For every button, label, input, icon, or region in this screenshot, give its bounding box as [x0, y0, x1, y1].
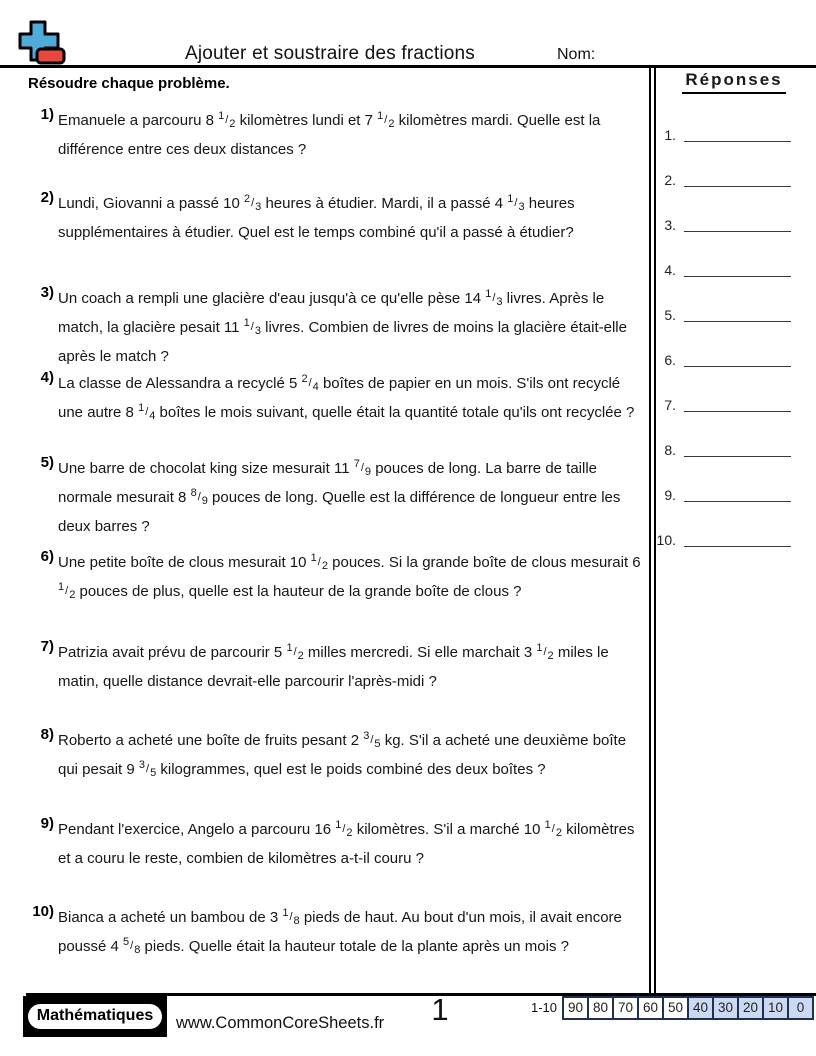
- fraction: $^2$/3: [243, 193, 262, 213]
- fraction: $^7$/9: [353, 458, 372, 478]
- problem-item: [30, 107, 648, 163]
- brand-label: Mathématiques: [26, 1002, 164, 1031]
- score-cell: 70: [612, 998, 637, 1018]
- answer-blank[interactable]: [684, 172, 791, 187]
- instruction-text: Résoudre chaque problème.: [28, 75, 230, 92]
- fraction: $^3$/5: [363, 730, 381, 750]
- answers-divider: [649, 68, 656, 994]
- problem-number: 6): [40, 548, 54, 565]
- answer-number: 2.: [664, 172, 676, 188]
- problem-text: Patrizia avait prévu de parcourir 5 $^1$/2 milles mercredi. Si elle marchait 3 $^1$/2 miles le matin, quelle distance devrait-elle parcourir l'après-midi ?: [58, 642, 609, 690]
- problem-item: [30, 190, 648, 246]
- fraction: $^1$/2: [286, 642, 304, 662]
- answer-blank[interactable]: [684, 217, 791, 232]
- answer-blank[interactable]: [684, 307, 791, 322]
- problem-number: 5): [40, 454, 54, 471]
- answer-number: 3.: [664, 217, 676, 233]
- answer-number: 10.: [656, 532, 676, 548]
- score-cell: 20: [737, 998, 762, 1018]
- fraction: $^1$/2: [218, 110, 236, 130]
- problem-text: Une petite boîte de clous mesurait 10 $^1$/2 pouces. Si la grande boîte de clous mesurait 6 $^1$/2 pouces de plus, quelle est la hauteur de la grande boîte de clous ?: [58, 552, 641, 601]
- score-cell: 30: [712, 998, 737, 1018]
- fraction: $^1$/4: [138, 402, 156, 422]
- problem-number: 4): [40, 369, 54, 386]
- fraction: $^1$/3: [485, 288, 503, 308]
- answers-title: Réponses: [656, 70, 812, 94]
- answer-blank[interactable]: [684, 532, 791, 547]
- fraction: $^5$/8: [123, 936, 141, 956]
- score-cell: 40: [687, 998, 712, 1018]
- answer-number: 4.: [664, 262, 676, 278]
- problem-text: Roberto a acheté une boîte de fruits pesant 2 $^3$/5 kg. S'il a acheté une deuxième boîte qui pesait 9 $^3$/5 kilogrammes, quel est le poids combiné des deux boîtes ?: [58, 730, 627, 779]
- score-table: [562, 996, 814, 1020]
- problem-text: Une barre de chocolat king size mesurait 11 $^7$/9 pouces de long. La barre de taille normale mesurait 8 $^8$/9 pouces de long. Quelle est la différence de longueur entre les deux barres ?: [58, 458, 621, 535]
- name-label: Nom:: [557, 46, 596, 63]
- fraction: $^1$/2: [58, 581, 76, 601]
- problem-number: 1): [40, 106, 54, 123]
- problem-item: [30, 904, 648, 962]
- fraction: $^2$/4: [301, 373, 319, 393]
- problem-text: La classe de Alessandra a recyclé 5 $^2$/4 boîtes de papier en un mois. S'ils ont recyclé une autre 8 $^1$/4 boîtes le mois suivant, quelle était la quantité totale qu'ils ont recyclée ?: [58, 373, 635, 422]
- answer-blank[interactable]: [684, 262, 791, 277]
- problem-number: 8): [40, 726, 54, 743]
- problem-item: [30, 285, 648, 370]
- problem-item: [30, 816, 648, 872]
- problem-text: Bianca a acheté un bambou de 3 $^1$/8 pieds de haut. Au bout d'un mois, il avait encore poussé 4 $^5$/8 pieds. Quelle était la hauteur totale de la plante après un mois ?: [58, 907, 622, 956]
- fraction: $^1$/2: [310, 552, 328, 572]
- problem-number: 2): [40, 189, 54, 206]
- score-cell: 0: [787, 998, 812, 1018]
- answer-blank[interactable]: [684, 397, 791, 412]
- fraction: $^1$/3: [243, 317, 261, 337]
- fraction: $^1$/2: [377, 110, 395, 130]
- score-cell: 10: [762, 998, 787, 1018]
- page-number: 1: [431, 992, 449, 1027]
- answer-number: 9.: [664, 487, 676, 503]
- header-divider: [0, 65, 816, 68]
- answer-number: 7.: [664, 397, 676, 413]
- score-range-label: 1-10: [531, 1000, 558, 1015]
- problem-text: Pendant l'exercice, Angelo a parcouru 16 $^1$/2 kilomètres. S'il a marché 10 $^1$/2 kilomètres et a couru le reste, combien de kilomètres a-t-il couru ?: [58, 819, 635, 867]
- problem-item: [30, 455, 648, 540]
- answer-number: 5.: [664, 307, 676, 323]
- website-url: www.CommonCoreSheets.fr: [176, 1014, 385, 1032]
- problem-text: Un coach a rempli une glacière d'eau jusqu'à ce qu'elle pèse 14 $^1$/3 livres. Après le match, la glacière pesait 11 $^1$/3 livres. Combien de livres de moins la glacière était-elle après le match ?: [58, 288, 627, 365]
- fraction: $^3$/5: [138, 759, 157, 779]
- answer-blank[interactable]: [684, 442, 791, 457]
- fraction: $^1$/8: [282, 907, 300, 927]
- problem-number: 3): [40, 284, 54, 301]
- problem-item: [30, 727, 648, 785]
- problem-number: 9): [40, 815, 54, 832]
- fraction: $^1$/2: [536, 642, 554, 662]
- problem-text: Emanuele a parcouru 8 $^1$/2 kilomètres lundi et 7 $^1$/2 kilomètres mardi. Quelle est la différence entre ces deux distances ?: [58, 110, 601, 158]
- fraction: $^1$/2: [544, 819, 562, 839]
- problem-number: 10): [32, 903, 54, 920]
- brand-badge: [23, 996, 167, 1037]
- fraction: $^8$/9: [190, 487, 208, 507]
- page-title: Ajouter et soustraire des fractions: [184, 43, 476, 64]
- score-cell: 60: [637, 998, 662, 1018]
- answer-blank[interactable]: [684, 127, 791, 142]
- fraction: $^1$/3: [507, 193, 525, 213]
- answer-blank[interactable]: [684, 487, 791, 502]
- problem-item: [30, 549, 648, 607]
- problem-number: 7): [40, 638, 54, 655]
- score-cell: 90: [564, 998, 587, 1018]
- problem-item: [30, 639, 648, 695]
- answer-number: 8.: [664, 442, 676, 458]
- problem-text: Lundi, Giovanni a passé 10 $^2$/3 heures à étudier. Mardi, il a passé 4 $^1$/3 heures supplémentaires à étudier. Quel est le temps combiné qu'il a passé à étudier?: [58, 193, 575, 241]
- fraction: $^1$/2: [335, 819, 353, 839]
- answer-blank[interactable]: [684, 352, 791, 367]
- answer-number: 6.: [664, 352, 676, 368]
- score-cell: 50: [662, 998, 687, 1018]
- problem-item: [30, 370, 648, 428]
- answer-number: 1.: [664, 127, 676, 143]
- score-cell: 80: [587, 998, 612, 1018]
